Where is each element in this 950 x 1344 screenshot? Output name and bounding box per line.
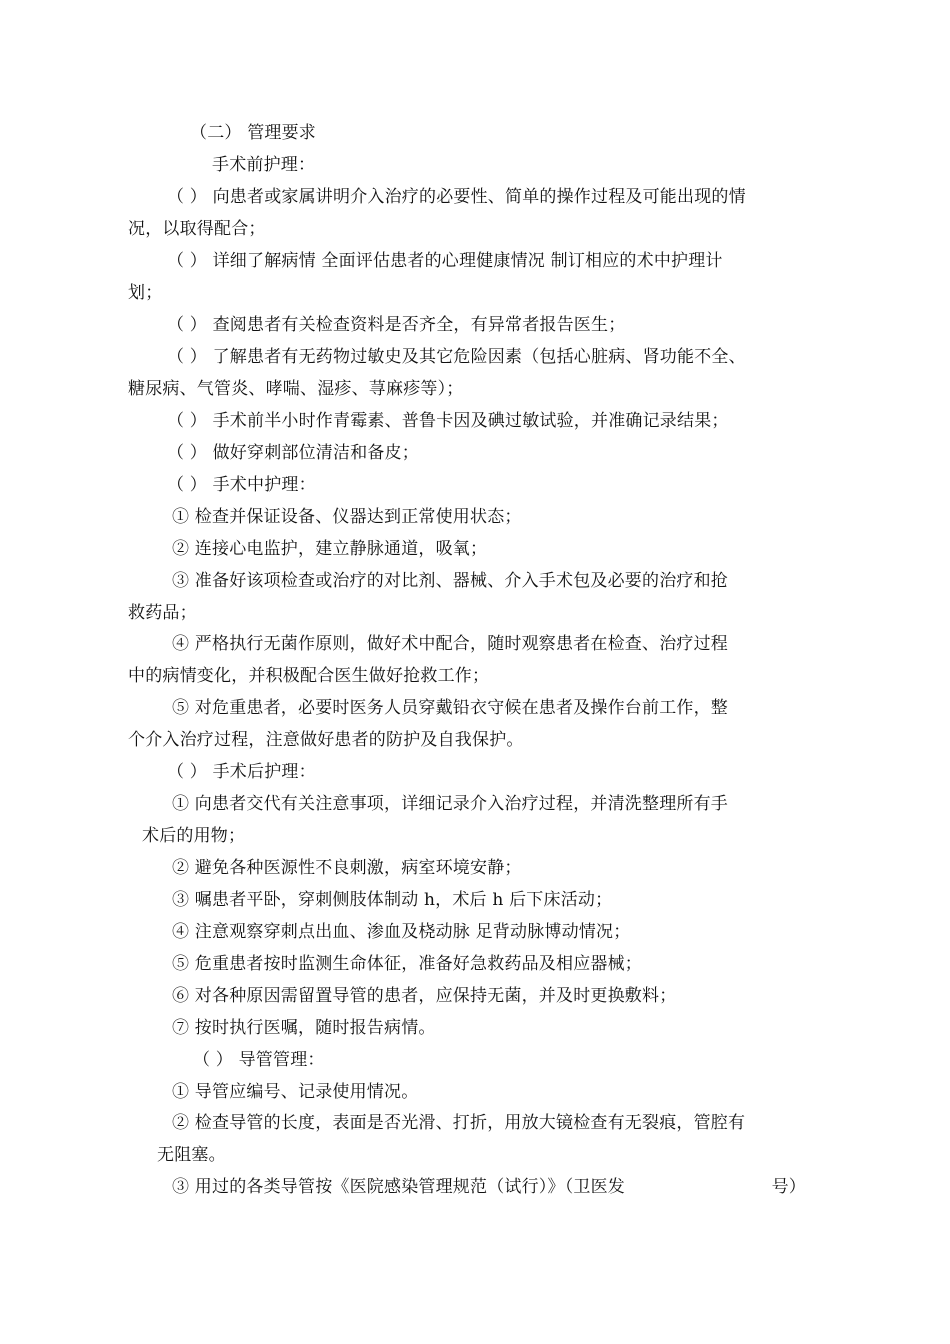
catheter-item-1: ① 导管应编号、记录使用情况。 [172, 1082, 419, 1102]
post-op-item-5: ⑤ 危重患者按时监测生命体征，准备好急救药品及相应器械； [172, 954, 643, 974]
pre-op-item-5: （ ） 手术前半小时作青霉素、普鲁卡因及碘过敏试验，并准确记录结果； [167, 411, 729, 431]
intra-op-item-3: ③ 准备好该项检查或治疗的对比剂、器械、介入手术包及必要的治疗和抢 [172, 571, 729, 591]
catheter-item-3-text: ③ 用过的各类导管按《医院感染管理规范（试行）》（卫医发 [172, 1177, 626, 1197]
pre-op-item-2: （ ） 详细了解病情 全面评估患者的心理健康情况 制订相应的术中护理计 [167, 251, 723, 271]
pre-op-item-4: （ ） 了解患者有无药物过敏史及其它危险因素（包括心脏病、肾功能不全、 [167, 347, 746, 367]
post-op-heading: （ ） 手术后护理： [167, 762, 316, 782]
post-op-item-6: ⑥ 对各种原因需留置导管的患者，应保持无菌，并及时更换敷料； [172, 986, 677, 1006]
catheter-item-3-number-suffix: 号） [771, 1177, 806, 1197]
intra-op-item-4-cont: 中的病情变化，并积极配合医生做好抢救工作； [128, 666, 490, 686]
post-op-item-1-cont: 术后的用物； [142, 826, 246, 846]
pre-op-heading: 手术前护理： [212, 155, 316, 175]
pre-op-item-4-cont: 糖尿病、气管炎、哮喘、湿疹、荨麻疹等）； [128, 379, 464, 399]
intra-op-item-4: ④ 严格执行无菌作原则，做好术中配合，随时观察患者在检查、治疗过程 [172, 634, 729, 654]
intra-op-item-2: ② 连接心电监护，建立静脉通道，吸氧； [172, 539, 488, 559]
catheter-heading: （ ） 导管管理： [193, 1050, 325, 1070]
pre-op-item-1-cont: 况，以取得配合； [128, 219, 266, 239]
catheter-item-2-cont: 无阻塞。 [157, 1145, 226, 1165]
pre-op-item-3: （ ） 查阅患者有关检查资料是否齐全，有异常者报告医生； [167, 315, 626, 335]
post-op-item-2: ② 避免各种医源性不良刺激，病室环境安静； [172, 858, 522, 878]
intra-op-item-1: ① 检查并保证设备、仪器达到正常使用状态； [172, 507, 522, 527]
catheter-item-3 [172, 1177, 806, 1197]
pre-op-item-1: （ ） 向患者或家属讲明介入治疗的必要性、简单的操作过程及可能出现的情 [167, 187, 746, 207]
pre-op-item-2-cont: 划； [128, 283, 163, 303]
intra-op-item-5-cont: 个介入治疗过程，注意做好患者的防护及自我保护。 [128, 730, 524, 750]
intra-op-item-3-cont: 救药品； [128, 603, 197, 623]
post-op-item-3: ③ 嘱患者平卧，穿刺侧肢体制动 h，术后 h 后下床活动； [172, 890, 613, 910]
post-op-item-1: ① 向患者交代有关注意事项，详细记录介入治疗过程，并清洗整理所有手 [172, 794, 729, 814]
post-op-item-4: ④ 注意观察穿刺点出血、渗血及桡动脉 足背动脉博动情况； [172, 922, 631, 942]
section-heading: （二） 管理要求 [190, 123, 317, 143]
intra-op-heading: （ ） 手术中护理： [167, 475, 316, 495]
pre-op-item-6: （ ） 做好穿刺部位清洁和备皮； [167, 443, 420, 463]
catheter-item-2: ② 检查导管的长度，表面是否光滑、打折，用放大镜检查有无裂痕，管腔有 [172, 1113, 746, 1133]
intra-op-item-5: ⑤ 对危重患者，必要时医务人员穿戴铅衣守候在患者及操作台前工作，整 [172, 698, 729, 718]
post-op-item-7: ⑦ 按时执行医嘱，随时报告病情。 [172, 1018, 436, 1038]
